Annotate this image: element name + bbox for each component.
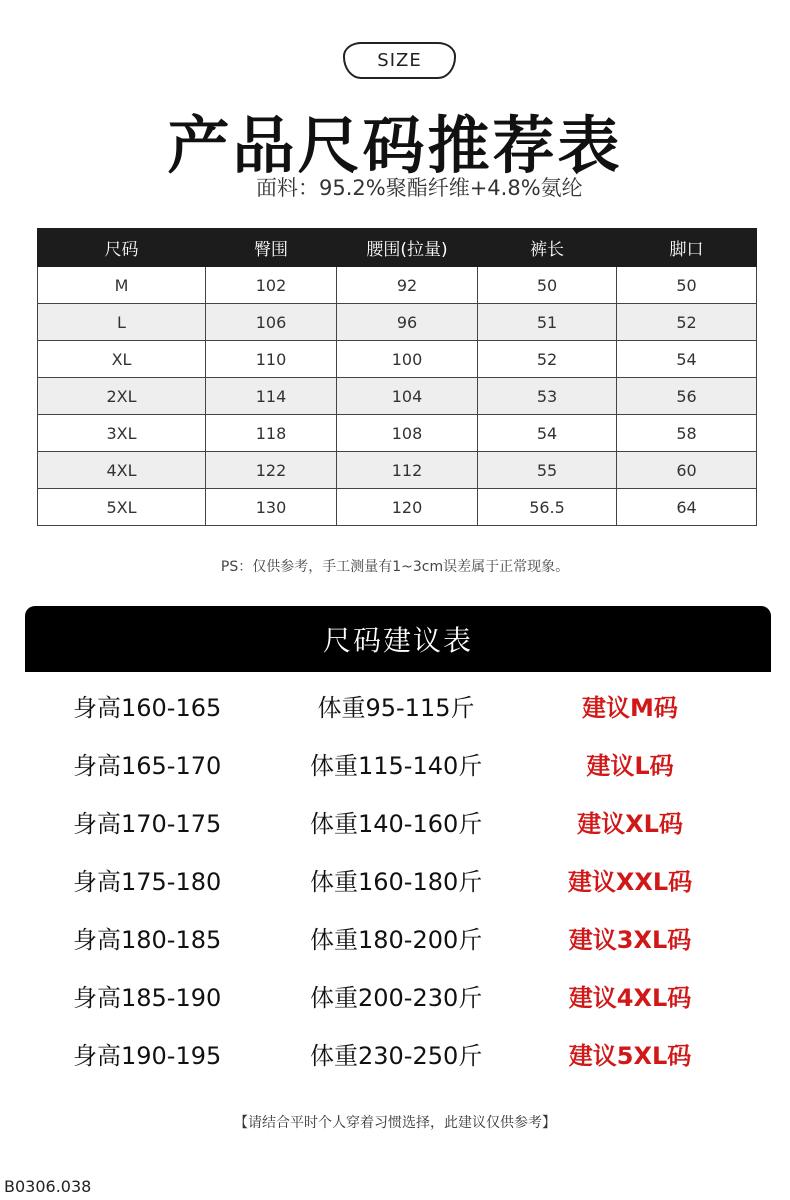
table-row [38, 341, 757, 378]
recommendation-header [25, 606, 771, 672]
table-cell: 52 [617, 304, 757, 341]
table-cell: 52 [478, 341, 617, 378]
measurement-note: PS：仅供参考，手工测量有1~3cm误差属于正常现象。 [220, 559, 570, 575]
table-cell: 50 [478, 267, 617, 304]
table-cell: 118 [206, 415, 337, 452]
table-cell: 112 [337, 452, 478, 489]
table-cell: 51 [478, 304, 617, 341]
table-cell: 92 [337, 267, 478, 304]
table-row [38, 415, 757, 452]
height-range: 身高180-185 [73, 926, 222, 954]
table-cell: 102 [206, 267, 337, 304]
table-cell: XL [38, 341, 206, 378]
list-item [0, 968, 790, 1026]
table-cell: 54 [478, 415, 617, 452]
size-badge: SIZE [343, 42, 456, 79]
weight-range: 体重115-140斤 [310, 752, 483, 780]
weight-range: 体重160-180斤 [310, 868, 483, 896]
height-range: 身高185-190 [73, 984, 222, 1012]
header-hip: 臀围 [206, 229, 337, 267]
table-cell: 53 [478, 378, 617, 415]
table-cell: 104 [337, 378, 478, 415]
table-cell: 2XL [38, 378, 206, 415]
height-range: 身高190-195 [73, 1042, 222, 1070]
table-cell: 96 [337, 304, 478, 341]
weight-range: 体重230-250斤 [310, 1042, 483, 1070]
table-cell: 58 [617, 415, 757, 452]
product-code: B0306.038 [4, 1177, 92, 1196]
table-cell: L [38, 304, 206, 341]
list-item [0, 794, 790, 852]
footer-note: 【请结合平时个人穿着习惯选择，此建议仅供参考】 [234, 1115, 556, 1131]
table-cell: 108 [337, 415, 478, 452]
weight-range: 体重140-160斤 [310, 810, 483, 838]
weight-range: 体重95-115斤 [317, 694, 475, 722]
table-row [38, 378, 757, 415]
header-hem: 脚口 [617, 229, 757, 267]
table-cell: 100 [337, 341, 478, 378]
table-cell: 120 [337, 489, 478, 526]
recommended-size: 建议XXL码 [567, 868, 693, 896]
table-cell: 4XL [38, 452, 206, 489]
list-item [0, 910, 790, 968]
table-cell: 3XL [38, 415, 206, 452]
table-cell: 54 [617, 341, 757, 378]
list-item [0, 736, 790, 794]
header-waist: 腰围(拉量) [337, 229, 478, 267]
table-cell: M [38, 267, 206, 304]
weight-range: 体重180-200斤 [310, 926, 483, 954]
fabric-info: 面料：95.2%聚酯纤维+4.8%氨纶 [256, 176, 583, 200]
recommended-size: 建议3XL码 [568, 926, 692, 954]
list-item [0, 852, 790, 910]
table-cell: 56.5 [478, 489, 617, 526]
size-chart-table [37, 228, 757, 526]
table-cell: 130 [206, 489, 337, 526]
table-cell: 110 [206, 341, 337, 378]
recommendation-title: 尺码建议表 [322, 624, 473, 657]
table-cell: 56 [617, 378, 757, 415]
recommended-size: 建议5XL码 [568, 1042, 692, 1070]
weight-range: 体重200-230斤 [310, 984, 483, 1012]
recommended-size: 建议4XL码 [568, 984, 692, 1012]
header-size: 尺码 [38, 229, 206, 267]
recommended-size: 建议M码 [582, 694, 678, 722]
recommended-size: 建议XL码 [577, 810, 683, 838]
table-row [38, 304, 757, 341]
height-range: 身高175-180 [73, 868, 222, 896]
table-cell: 5XL [38, 489, 206, 526]
table-row [38, 452, 757, 489]
table-row [38, 267, 757, 304]
table-cell: 55 [478, 452, 617, 489]
table-cell: 60 [617, 452, 757, 489]
height-range: 身高160-165 [73, 694, 222, 722]
recommended-size: 建议L码 [586, 752, 674, 780]
height-range: 身高170-175 [73, 810, 222, 838]
table-cell: 106 [206, 304, 337, 341]
table-header-row [38, 229, 757, 267]
list-item [0, 1026, 790, 1084]
header-length: 裤长 [478, 229, 617, 267]
list-item [0, 678, 790, 736]
table-cell: 122 [206, 452, 337, 489]
table-cell: 114 [206, 378, 337, 415]
table-cell: 50 [617, 267, 757, 304]
page-title: 产品尺码推荐表 [167, 109, 623, 182]
table-row [38, 489, 757, 526]
height-range: 身高165-170 [73, 752, 222, 780]
table-cell: 64 [617, 489, 757, 526]
recommendation-list [0, 678, 790, 1084]
